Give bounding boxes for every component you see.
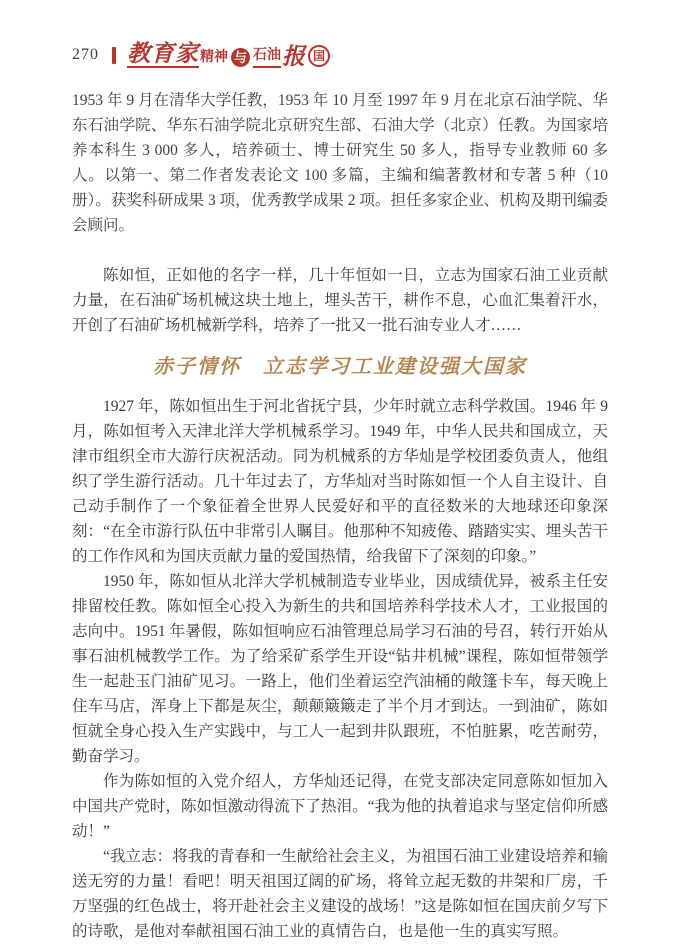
paragraph-early-life: 1927 年，陈如恒出生于河北省抚宁县，少年时就立志科学救国。1946 年 9 月，陈如恒考入天津北洋大学机械系学习。1949 年，中华人民共和国成立，天津市组织全市大游行庆祝活动。同为机械系的方华灿是学校团委负责人，他组织了学生游行活动。几十年过去了，方华灿对当时陈如恒一个人自主设计、自己动手制作了一个象征着全世界人民爱好和平的直径数米的大地球还印象深刻：“在全市游行队伍中非常引人瞩目。他那种不知疲倦、踏踏实实、埋头苦干的工作作风和为国庆贡献力量的爱国热情，给我留下了深刻的印象。”: [72, 398, 608, 565]
intro-paragraph: 陈如恒，正如他的名字一样，几十年恒如一日，立志为国家石油工业贡献力量，在石油矿场机械这块土地上，埋头苦干，耕作不息，心血汇集着汗水，开创了石油矿场机械新学科，培养了一批又一批石油专业人才……: [72, 267, 608, 334]
logo-yu-seal-icon: 与: [231, 48, 250, 67]
paragraph-career-start: 1950 年，陈如恒从北洋大学机械制造专业毕业，因成绩优异，被系主任安排留校任教。陈如恒全心投入为新生的共和国培养科学技术人才，工业报国的志向中。1951 年暑假，陈如恒响应石油管理总局学习石油的号召，转行开始从事石油机械教学工作。为了给采矿系学生开设“钻井机械”课程，陈如恒带领学生一起赴玉门油矿见习。一路上，他们坐着运空汽油桶的敞篷卡车，每天晚上住车马店，浑身上下都是灰尘，颠颠簸簸走了半个月才到达。一到油矿，陈如恒就全身心投入生产实践中，与工人一起到井队跟班，不怕脏累，吃苦耐劳，勤奋学习。: [72, 573, 608, 765]
book-series-logo: [127, 42, 330, 68]
paragraph-poem-pledge: “我立志：将我的青春和一生献给社会主义，为祖国石油工业建设培养和输送无穷的力量！看吧！明天祖国辽阔的矿场，将耸立起无数的井架和厂房，千万坚强的红色战士，将开赴社会主义建设的战场！”这是陈如恒在国庆前夕写下的诗歌，是他对奉献祖国石油工业的真情告白，也是他一生的真实写照。: [72, 848, 608, 940]
logo-text-jiaoyujia: 教育家: [127, 41, 199, 66]
logo-guo-seal-icon: 国: [308, 45, 330, 67]
page-body: [72, 88, 608, 944]
page-number: 270: [72, 46, 99, 63]
paragraph-party-introduction: 作为陈如恒的入党介绍人，方华灿还记得，在党支部决定同意陈如恒加入中国共产党时，陈如恒激动得流下了热泪。“我为他的执着追求与坚定信仰所感动！”: [72, 773, 608, 840]
page-header: [72, 38, 608, 72]
section-heading: 赤子情怀 立志学习工业建设强大国家: [153, 356, 527, 378]
biography-continuation-paragraph: 1953 年 9 月在清华大学任教，1953 年 10 月至 1997 年 9 月在北京石油学院、华东石油学院、华东石油学院北京研究生部、石油大学（北京）任教。为国家培养本科生 3 000 多人，培养硕士、博士研究生 50 多人，指导专业教师 60 多人。以第一、第二作者发表论文 100 多篇，主编和编著教材和专著 5 种（10 册）。获奖科研成果 3 项，优秀教学成果 2 项。担任多家企业、机构及期刊编委会顾问。: [72, 92, 608, 234]
logo-text-bao: 报: [282, 44, 306, 69]
logo-text-jingshen: 精神: [200, 50, 228, 65]
logo-text-shiyou: 石油: [253, 49, 281, 68]
header-divider-bar: [112, 47, 116, 64]
